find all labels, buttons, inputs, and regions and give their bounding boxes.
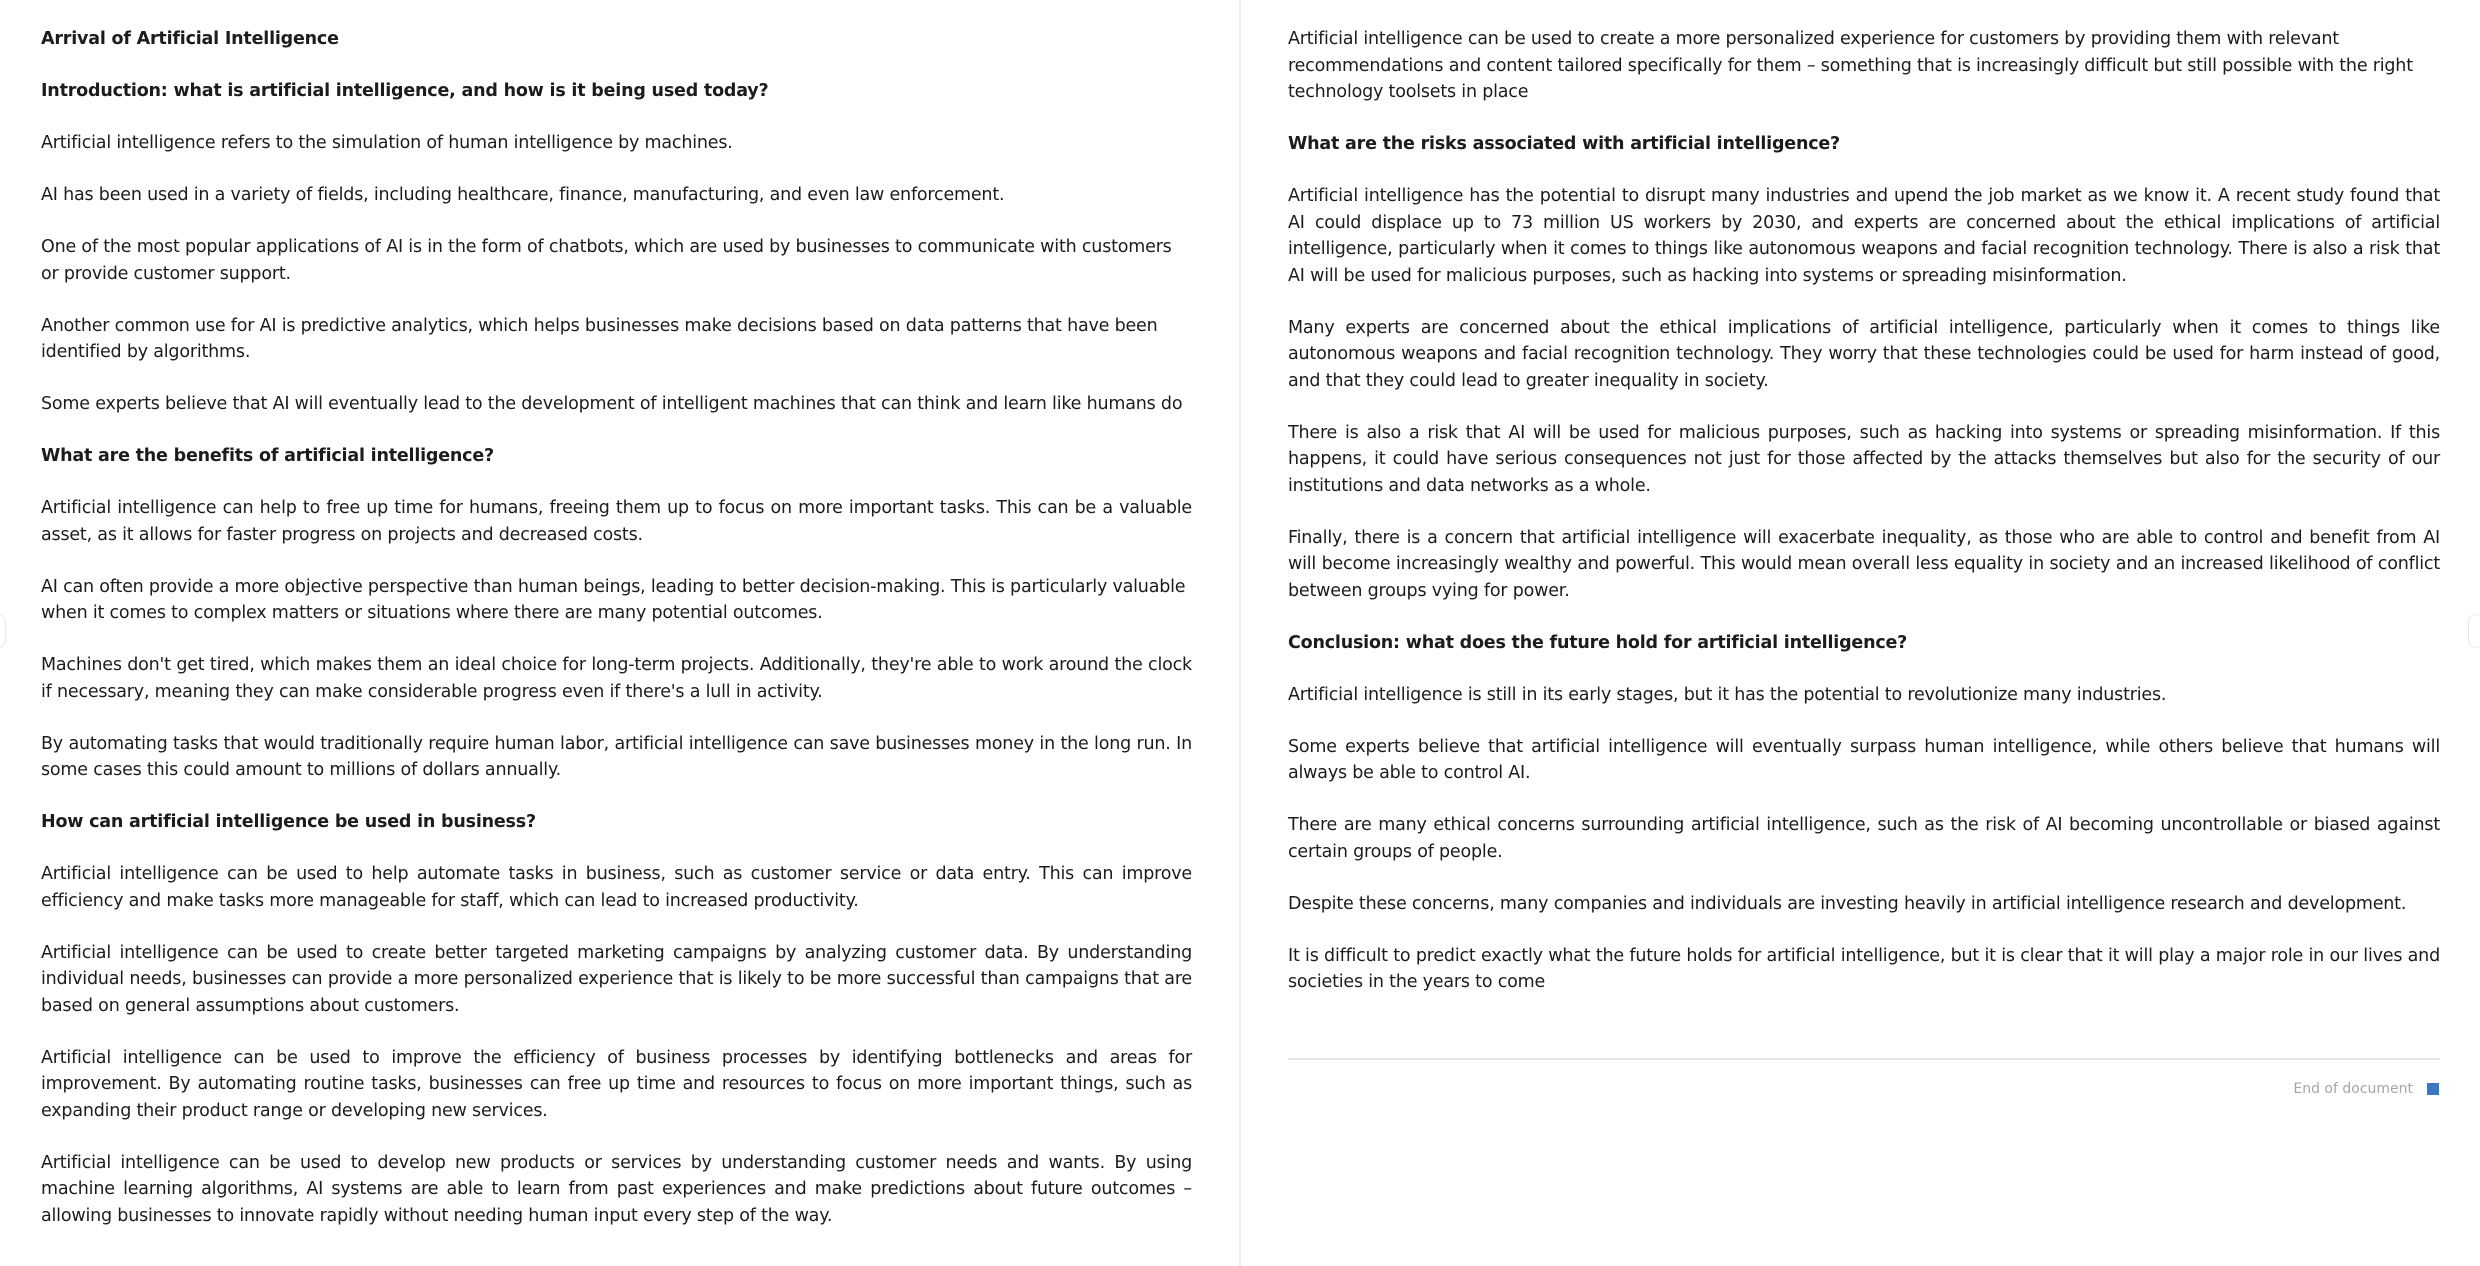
paragraph: Artificial intelligence can help to free up time for humans, freeing them up to focus on more important tasks. This can be a valuable asset, as it allows for faster progress on projects and decreased costs. xyxy=(41,498,1192,545)
paragraph: Machines don't get tired, which makes them an ideal choice for long-term projects. Additionally, they're able to work around the clock if necessary, meaning they can make considerable progress even if there's a lull in activity. xyxy=(41,655,1192,702)
paragraph: Artificial intelligence refers to the simulation of human intelligence by machines. xyxy=(41,133,733,153)
end-of-document-marker xyxy=(1288,1076,2440,1103)
paragraph: Artificial intelligence has the potential to disrupt many industries and upend the job market as we know it. A recent study found that AI could displace up to 73 million US workers by 2030, and experts are concerned about the ethical implications of artificial intelligence, particularly when it comes to things like autonomous weapons and facial recognition technology. There is also a risk that AI will be used for malicious purposes, such as hacking into systems or spreading misinformation. xyxy=(1288,186,2440,286)
right-column xyxy=(1288,26,2440,1102)
paragraph: There are many ethical concerns surrounding artificial intelligence, such as the risk of AI becoming uncontrollable or biased against certain groups of people. xyxy=(1288,815,2440,862)
left-column xyxy=(41,26,1192,1229)
section-heading: Conclusion: what does the future hold for artificial intelligence? xyxy=(1288,632,1908,653)
page-nav-right-handle[interactable] xyxy=(2468,614,2480,648)
paragraph: There is also a risk that AI will be used for malicious purposes, such as hacking into systems or spreading misinformation. If this happens, it could have serious consequences not just for those affected by the attacks themselves but also for the security of our institutions and data networks as a whole. xyxy=(1288,422,2440,496)
end-of-document-rule xyxy=(1288,1058,2440,1060)
paragraph: Some experts believe that artificial intelligence will eventually surpass human intelligence, while others believe that humans will always be able to control AI. xyxy=(1288,736,2440,783)
end-square-icon xyxy=(2427,1083,2439,1095)
section-heading: What are the risks associated with artificial intelligence? xyxy=(1288,134,1841,154)
paragraph: AI has been used in a variety of fields, including healthcare, finance, manufacturing, and even law enforcement. xyxy=(41,185,1005,205)
paragraph: Artificial intelligence can be used to create a more personalized experience for customers by providing them with relevant recommendations and content tailored specifically for them – something that is increasingly difficult but still possible with the right technology toolsets in place xyxy=(1288,29,2413,102)
paragraph: Artificial intelligence can be used to improve the efficiency of business processes by identifying bottlenecks and areas for improvement. By automating routine tasks, businesses can free up time and resources to focus on more important things, such as expanding their product range or developing new services. xyxy=(41,1047,1192,1121)
paragraph: Some experts believe that AI will eventually lead to the development of intelligent machines that can think and learn like humans do xyxy=(41,394,1183,414)
paragraph: Many experts are concerned about the ethical implications of artificial intelligence, particularly when it comes to things like autonomous weapons and facial recognition technology. They worry that these technologies could be used for harm instead of good, and that they could lead to greater inequality in society. xyxy=(1288,317,2440,391)
paragraph: One of the most popular applications of AI is in the form of chatbots, which are used by businesses to communicate with customers or provide customer support. xyxy=(41,237,1172,284)
document-title: Arrival of Artificial Intelligence xyxy=(41,29,339,49)
paragraph: By automating tasks that would traditionally require human labor, artificial intelligence can save businesses money in the long run. In some cases this could amount to millions of dollars annually. xyxy=(41,733,1192,780)
section-heading: How can artificial intelligence be used in business? xyxy=(41,812,536,832)
section-heading: Introduction: what is artificial intelligence, and how is it being used today? xyxy=(41,81,769,101)
paragraph: Artificial intelligence can be used to help automate tasks in business, such as customer service or data entry. This can improve efficiency and make tasks more manageable for staff, which can lead to increased productivity. xyxy=(41,864,1192,911)
paragraph: Artificial intelligence can be used to create better targeted marketing campaigns by analyzing customer data. By understanding individual needs, businesses can provide a more personalized experience that is likely to be more successful than campaigns that are based on general assumptions about customers. xyxy=(41,942,1192,1016)
paragraph: Artificial intelligence can be used to develop new products or services by understanding customer needs and wants. By using machine learning algorithms, AI systems are able to learn from past experiences and make predictions about future outcomes – allowing businesses to innovate rapidly without needing human input every step of the way. xyxy=(41,1152,1192,1226)
paragraph: Another common use for AI is predictive analytics, which helps businesses make decisions based on data patterns that have been identified by algorithms. xyxy=(41,315,1158,362)
paragraph: Artificial intelligence is still in its early stages, but it has the potential to revolutionize many industries. xyxy=(1288,684,2167,705)
section-heading: What are the benefits of artificial intelligence? xyxy=(41,446,494,466)
paragraph: It is difficult to predict exactly what the future holds for artificial intelligence, but it is clear that it will play a major role in our lives and societies in the years to come xyxy=(1288,945,2440,992)
paragraph: AI can often provide a more objective perspective than human beings, leading to better decision-making. This is particularly valuable when it comes to complex matters or situations where there are many potential outcomes. xyxy=(41,576,1186,623)
paragraph: Finally, there is a concern that artificial intelligence will exacerbate inequality, as those who are able to control and benefit from AI will become increasingly wealthy and powerful. This would mean overall less equality in society and an increased likelihood of conflict between groups vying for power. xyxy=(1288,527,2440,601)
end-of-document-label: End of document xyxy=(2293,1080,2413,1097)
document-page-right xyxy=(1240,0,2480,1266)
paragraph: Despite these concerns, many companies and individuals are investing heavily in artificial intelligence research and development. xyxy=(1288,893,2407,914)
